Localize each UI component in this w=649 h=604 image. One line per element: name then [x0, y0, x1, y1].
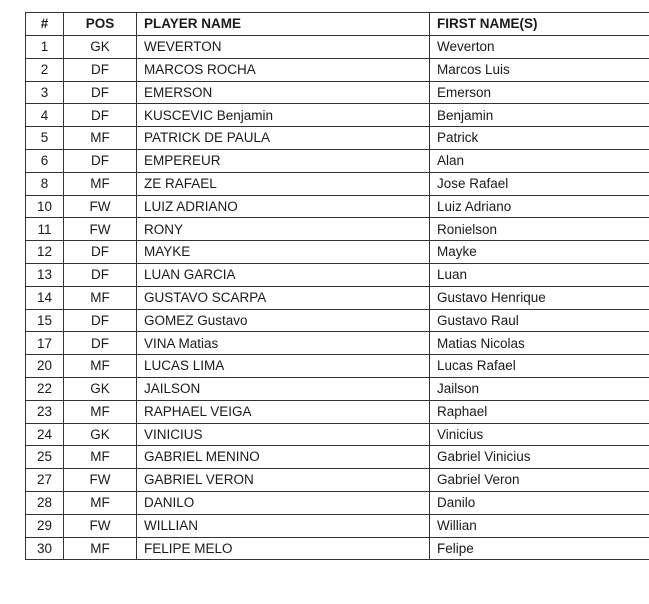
cell-first-names: Gustavo Henrique — [430, 286, 649, 309]
cell-position: MF — [64, 286, 137, 309]
cell-number: 29 — [26, 514, 64, 537]
table-row — [26, 355, 649, 378]
cell-player-name: FELIPE MELO — [137, 537, 430, 560]
cell-first-names: Danilo — [430, 491, 649, 514]
table-row — [26, 81, 649, 104]
cell-number: 2 — [26, 58, 64, 81]
cell-position: MF — [64, 537, 137, 560]
cell-first-names: Raphael — [430, 400, 649, 423]
cell-position: DF — [64, 81, 137, 104]
cell-first-names: Luan — [430, 263, 649, 286]
cell-number: 11 — [26, 218, 64, 241]
roster-table — [25, 12, 649, 560]
cell-first-names: Alan — [430, 149, 649, 172]
cell-position: MF — [64, 127, 137, 150]
cell-position: FW — [64, 469, 137, 492]
table-row — [26, 377, 649, 400]
table-row — [26, 58, 649, 81]
cell-position: DF — [64, 149, 137, 172]
cell-player-name: JAILSON — [137, 377, 430, 400]
cell-number: 12 — [26, 241, 64, 264]
cell-player-name: MARCOS ROCHA — [137, 58, 430, 81]
cell-player-name: LUCAS LIMA — [137, 355, 430, 378]
cell-number: 23 — [26, 400, 64, 423]
cell-player-name: GUSTAVO SCARPA — [137, 286, 430, 309]
cell-position: DF — [64, 58, 137, 81]
cell-number: 4 — [26, 104, 64, 127]
cell-number: 28 — [26, 491, 64, 514]
table-row — [26, 332, 649, 355]
cell-number: 10 — [26, 195, 64, 218]
cell-player-name: GOMEZ Gustavo — [137, 309, 430, 332]
cell-position: DF — [64, 104, 137, 127]
header-first-names: FIRST NAME(S) — [430, 13, 649, 36]
cell-number: 15 — [26, 309, 64, 332]
cell-player-name: LUAN GARCIA — [137, 263, 430, 286]
roster-body — [26, 36, 649, 560]
cell-number: 3 — [26, 81, 64, 104]
header-player-name: PLAYER NAME — [137, 13, 430, 36]
header-row — [26, 13, 649, 36]
cell-first-names: Felipe — [430, 537, 649, 560]
cell-player-name: ZE RAFAEL — [137, 172, 430, 195]
cell-player-name: DANILO — [137, 491, 430, 514]
cell-first-names: Lucas Rafael — [430, 355, 649, 378]
cell-number: 25 — [26, 446, 64, 469]
table-row — [26, 127, 649, 150]
cell-first-names: Ronielson — [430, 218, 649, 241]
cell-position: DF — [64, 241, 137, 264]
cell-player-name: KUSCEVIC Benjamin — [137, 104, 430, 127]
cell-number: 20 — [26, 355, 64, 378]
cell-player-name: EMPEREUR — [137, 149, 430, 172]
cell-first-names: Emerson — [430, 81, 649, 104]
table-row — [26, 446, 649, 469]
cell-position: GK — [64, 36, 137, 59]
cell-player-name: GABRIEL VERON — [137, 469, 430, 492]
cell-position: FW — [64, 514, 137, 537]
header-position: POS — [64, 13, 137, 36]
table-row — [26, 241, 649, 264]
cell-position: FW — [64, 195, 137, 218]
table-row — [26, 469, 649, 492]
cell-first-names: Luiz Adriano — [430, 195, 649, 218]
cell-first-names: Patrick — [430, 127, 649, 150]
cell-number: 14 — [26, 286, 64, 309]
cell-position: DF — [64, 332, 137, 355]
cell-number: 24 — [26, 423, 64, 446]
cell-first-names: Vinicius — [430, 423, 649, 446]
cell-number: 8 — [26, 172, 64, 195]
cell-first-names: Willian — [430, 514, 649, 537]
cell-first-names: Matias Nicolas — [430, 332, 649, 355]
cell-player-name: MAYKE — [137, 241, 430, 264]
cell-position: MF — [64, 491, 137, 514]
cell-player-name: VINICIUS — [137, 423, 430, 446]
cell-number: 1 — [26, 36, 64, 59]
cell-number: 5 — [26, 127, 64, 150]
cell-position: MF — [64, 355, 137, 378]
cell-position: DF — [64, 309, 137, 332]
cell-number: 27 — [26, 469, 64, 492]
table-row — [26, 218, 649, 241]
table-row — [26, 491, 649, 514]
table-row — [26, 195, 649, 218]
cell-player-name: WEVERTON — [137, 36, 430, 59]
cell-position: DF — [64, 263, 137, 286]
table-row — [26, 423, 649, 446]
table-row — [26, 36, 649, 59]
cell-first-names: Jailson — [430, 377, 649, 400]
table-row — [26, 104, 649, 127]
table-row — [26, 400, 649, 423]
cell-number: 30 — [26, 537, 64, 560]
table-row — [26, 149, 649, 172]
cell-player-name: RAPHAEL VEIGA — [137, 400, 430, 423]
cell-number: 6 — [26, 149, 64, 172]
cell-first-names: Gabriel Veron — [430, 469, 649, 492]
cell-player-name: VINA Matias — [137, 332, 430, 355]
cell-first-names: Mayke — [430, 241, 649, 264]
cell-first-names: Benjamin — [430, 104, 649, 127]
cell-player-name: LUIZ ADRIANO — [137, 195, 430, 218]
cell-first-names: Marcos Luis — [430, 58, 649, 81]
cell-position: GK — [64, 377, 137, 400]
cell-position: MF — [64, 172, 137, 195]
table-row — [26, 286, 649, 309]
cell-position: MF — [64, 400, 137, 423]
cell-position: MF — [64, 446, 137, 469]
cell-first-names: Gustavo Raul — [430, 309, 649, 332]
cell-player-name: EMERSON — [137, 81, 430, 104]
cell-player-name: WILLIAN — [137, 514, 430, 537]
table-row — [26, 309, 649, 332]
header-number: # — [26, 13, 64, 36]
cell-position: GK — [64, 423, 137, 446]
cell-position: FW — [64, 218, 137, 241]
cell-first-names: Weverton — [430, 36, 649, 59]
cell-first-names: Jose Rafael — [430, 172, 649, 195]
cell-player-name: GABRIEL MENINO — [137, 446, 430, 469]
cell-player-name: RONY — [137, 218, 430, 241]
table-row — [26, 263, 649, 286]
table-row — [26, 514, 649, 537]
cell-number: 22 — [26, 377, 64, 400]
table-row — [26, 172, 649, 195]
cell-player-name: PATRICK DE PAULA — [137, 127, 430, 150]
cell-number: 13 — [26, 263, 64, 286]
cell-first-names: Gabriel Vinicius — [430, 446, 649, 469]
table-row — [26, 537, 649, 560]
roster-sheet — [25, 12, 649, 560]
cell-number: 17 — [26, 332, 64, 355]
